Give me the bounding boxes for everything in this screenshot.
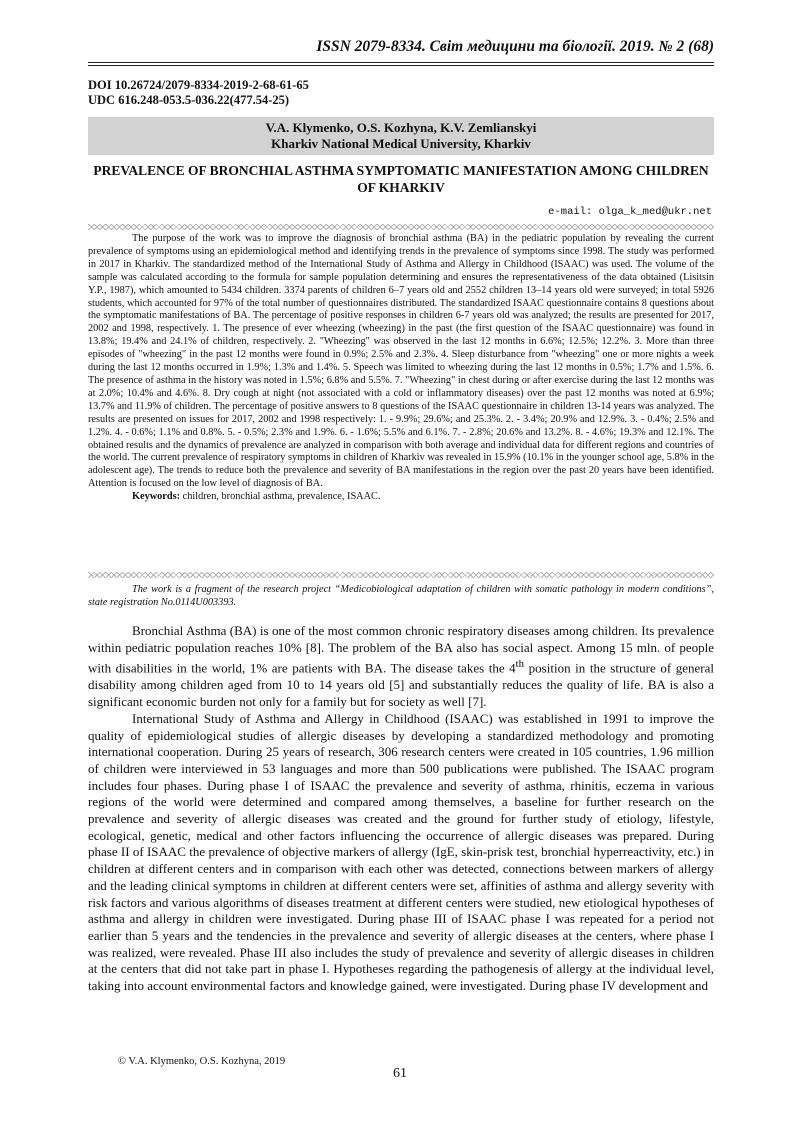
- page-number: 61: [393, 1066, 407, 1081]
- article-title: PREVALENCE OF BRONCHIAL ASTHMA SYMPTOMATIC MANIFESTATION AMONG CHILDREN OF KHARKIV: [93, 163, 709, 195]
- keywords-label: Keywords:: [132, 491, 181, 503]
- running-head: ISSN 2079-8334. Світ медицини та біології. 2019. № 2 (68): [316, 38, 714, 55]
- abstract-top-rule: [88, 224, 714, 230]
- body-p1-b: position in the structure of general disability among children aged from 10 to 14 years old [5] and substantially reduces the quality of life. BA is also a significant economic burden not only for a family but for society as well [7].: [88, 660, 714, 710]
- keywords: [88, 491, 714, 504]
- author-block: [88, 117, 714, 155]
- affiliation: Kharkiv National Medical University, Kharkiv: [271, 136, 531, 151]
- keywords-list: children, bronchial asthma, prevalence, ISAAC.: [182, 491, 381, 503]
- project-note: The work is a fragment of the research project “Medicobiological adaptation of children with somatic pathology in modern conditions”, state registration No.0114U003393.: [88, 584, 714, 608]
- abstract-bottom-rule: [88, 572, 714, 578]
- doi: DOI 10.26724/2079-8334-2019-2-68-61-65: [88, 78, 309, 92]
- body-p1-sup: th: [515, 658, 525, 671]
- body-text: [88, 623, 714, 995]
- abstract: [88, 233, 714, 504]
- identifiers: [88, 78, 309, 108]
- author-names: V.A. Klymenko, O.S. Kozhyna, K.V. Zemlianskyi: [265, 120, 537, 135]
- copyright: © V.A. Klymenko, O.S. Kozhyna, 2019: [118, 1056, 286, 1067]
- udc: UDC 616.248-053.5-036.22(477.54-25): [88, 93, 290, 107]
- header-rule: [88, 62, 714, 66]
- body-paragraph-1: [88, 623, 714, 711]
- body-p1-a: Bronchial Asthma (BA) is one of the most common chronic respiratory diseases among children. Its prevalence within pediatric population reaches 10% [8]. The problem of the BA also has social aspect. Among 15 mln. of people with disabilities in the world, 1% are patients with BA. The disease takes the 4: [88, 623, 714, 676]
- body-paragraph-2: International Study of Asthma and Allergy in Childhood (ISAAC) was established in 1991 to improve the quality of epidemiological studies of allergic diseases by developing a standardized methodology and promoting international cooperation. During 25 years of research, 306 research centers were created in 105 countries, 1.96 million of children were interviewed in 53 languages and more than 500 publications were published. The ISAAC program includes four phases. During phase I of ISAAC the prevalence and severity of asthma, rhinitis, eczema in various regions of the world were determined and compared among themselves, a baseline for further research on the prevalence and severity of allergic diseases was created and the ground for further study of etiology, lifestyle, ecological, genetic, medical and other factors influencing the occurrence of allergic diseases was prepared. During phase II of ISAAC the prevalence of objective markers of allergy (IgE, skin-prisk test, bronchial hyperreactivity, etc.) in children at different centers and in comparison with each other was detected, connections between markers of allergy and the leading clinical symptoms in children at different centers were set, affinities of asthma and allergy severity with risk factors and various algorithms of diseases treatment at different centers were studied, new etiological hypotheses of asthma and allergy in children were investigated. During phase III of ISAAC phase I was repeated for a period not earlier than 5 years and the tendencies in the prevalence and severity of allergic diseases at the centers, where phase I was realized, were revealed. Phase III also includes the study of prevalence and severity of allergic diseases in children at the centers that did not take part in phase I. Hypotheses regarding the pathogenesis of allergy at the individual level, taking into account environmental factors and knowledge gained, were investigated. During phase IV development and: [88, 710, 714, 994]
- abstract-text: The purpose of the work was to improve the diagnosis of bronchial asthma (BA) in the pediatric population by revealing the current prevalence of symptoms using an epidemiological method and identifying trends in the prevalence of symptoms since 1998. The study was performed in 2017 in Kharkiv. The standardized method of the International Study of Asthma and Allergy in Childhood (ISAAC) was used. The volume of the sample was calculated according to the formula for sample population determining and ensures the representativeness of the data obtained (Lisitsin Y.P., 1987), which amounted to 5434 children. 3374 parents of children 6–7 years old and 2552 children 13–14 years old were surveyed; in total 5926 students, which accounted for 97% of the total number of questionnaires distributed. The standardized ISAAC questionnaire contains 8 questions about the symptomatic manifestations of BA. The percentage of positive responses in children 6-7 years old was analyzed; the results are presented for 2017, 2002 and 1998, respectively. 1. The presence of ever wheezing (wheezing) in the past (the first question of the ISAAC questionnaire) was found in 13.8%; 19.4% and 24.1% of children, respectively. 2. "Wheezing" was observed in the last 12 months in 6.6%; 12.5%; 12.2%. 3. More than three episodes of "wheezing" in the past 12 months were found in 0.9%; 2.5% and 2.3%. 4. Sleep disturbance from "wheezing" one or more nights a week during the last 12 months occurred in 1.9%; 1.3% and 1.4%. 5. Speech was limited to wheezing during the last 12 months in 0.5%; 1.7% and 1.5%. 6. The presence of asthma in the history was noted in 1.5%; 6.8% and 5.5%. 7. "Wheezing" in chest during or after exercise during the last 12 months was at 2.0%; 10.4% and 4.6%. 8. Dry cough at night (not associated with a cold or inflammatory diseases) over the past 12 months was noted at 6.9%; 13.7% and 11.9% of children. The percentage of positive answers to 8 questions of the ISAAC questionnaire in children 13-14 years was analyzed. The results are presented on issues for 2017, 2002 and 1998 respectively: 1. - 9.9%; 29.6%; and 25.3%. 2. - 3.4%; 20.9% and 12.9%. 3. - 0.4%; 2.5% and 1.2%. 4. - 0.6%; 1.1% and 0.8%. 5. - 0.5%; 2.3% and 1.9%. 6. - 1.6%; 5.5% and 6.1%. 7. - 2.8%; 20.6% and 13.2%. 8. - 4.6%; 19.3% and 12.1%. The obtained results and the dynamics of prevalence are analyzed in comparison with both average and individual data for different regions and countries of the world. The current prevalence of respiratory symptoms in children of Kharkiv was revealed in 15.9% (10.1% in the younger school age, 5.8% in the adolescent age). The trends to reduce both the prevalence and severity of BA manifestations in the region over the past 20 years have been identified. Attention is focused on the low level of diagnosis of BA.: [88, 233, 714, 490]
- contact-email: e-mail: olga_k_med@ukr.net: [548, 206, 712, 218]
